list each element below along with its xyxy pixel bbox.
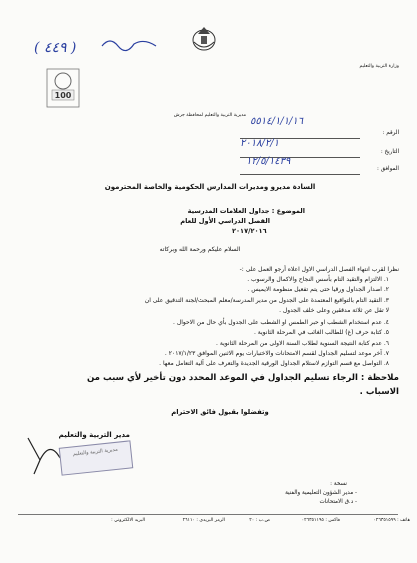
reference-corresponding-label: الموافق : [377, 166, 399, 172]
ministry-line: وزارة التربية والتعليم [359, 64, 399, 69]
reference-date-value: ٢٠١٨/٢/١ [240, 138, 279, 149]
footer-divider [18, 514, 398, 515]
list-item: ٣. التقيد التام بالتواقيع المعتمدة على الجدول من مدير المدرسة/معلم المبحث/لجنة التدقيق على ان [144, 297, 389, 304]
list-item: ٤. عدم استخدام الشطب او حبر الطمس او الشطب على الجدول بأي حال من الاحوال . [173, 319, 389, 326]
list-item: ٨. التواصل مع قسم التوازم لاستلام الجداول الورقية الجديدة والتعرف على آلية التعامل معها . [159, 360, 389, 367]
signature-title: مدير التربية والتعليم [58, 430, 130, 439]
note-line-2: الاسباب . [359, 387, 399, 397]
list-item: ٥. كتابة حرف (غ) للطالب الغائب في المرحلة الثانوية . [253, 329, 389, 336]
list-item: ١. الالتزام والتقيد التام بأسس النجاح والاكمال والرسوب . [247, 276, 389, 283]
handwritten-number: ( ٤٤٩ ) [34, 40, 77, 56]
centennial-number: 100 [54, 91, 72, 100]
centennial-logo [46, 68, 80, 108]
footer-postal: الرمز البريدي : ٢٦١١٠ [182, 518, 225, 523]
intro-line: نظرا لقرب انتهاء الفصل الدراسي الاول اعلاه أرجو العمل على :- [239, 266, 399, 273]
subject-label: الموضوع : جداول العلامات المدرسية [187, 207, 305, 215]
subject-line-3: ٢٠١٧/٢٠١٦ [232, 227, 267, 235]
handwritten-scribble [100, 34, 160, 54]
note-line-1: ملاحظة : الرجاء تسليم الجداول في الموعد المحدد دون تأخير لأي سبب من [86, 373, 399, 383]
official-stamp [59, 440, 134, 475]
list-item: ٢. اصدار الجداول ورقيا حتى يتم تفعيل منظومة الايميس . [247, 286, 389, 293]
coat-of-arms-emblem [190, 24, 218, 52]
copies-line-2: - د.ق الامتحانات [319, 499, 357, 505]
list-item: لا تقل عن ثلاثة مدققين وعلى خلف الجدول . [279, 307, 389, 314]
subject-line-2: الفصل الدراسي الأول للعام [180, 217, 270, 225]
reference-corresponding-line [240, 174, 360, 175]
list-item: ٦. عدم كتابة النتيجة السنوية لطلاب السنة الاولى من المرحلة الثانوية . [216, 340, 389, 347]
reference-number-label: الرقم : [382, 130, 399, 136]
list-item: ٧. آخر موعد لتسليم الجداول لقسم الامتحانات والاختبارات يوم الاثنين الموافق ٢٠١٧/١/٢٣ . [164, 350, 389, 357]
copies-label: نسخة : [330, 481, 347, 487]
reference-number-value: ٥٥١٤/١/١/١٦ [250, 116, 304, 127]
footer-pobox: ص.ب : ٢٠ [249, 518, 270, 523]
closing-line: وتفضلوا بقبول فائق الاحترام [171, 408, 269, 416]
copies-line-1: - مدير الشؤون التعليمية والفنية [285, 490, 357, 496]
footer-phone: هاتف : ٠٢٦٣٥١٥٩٩ [373, 518, 410, 523]
reference-corresponding-value: ١٢/٥/١٤٣٩ [246, 156, 291, 167]
footer-fax: فاكس : ٠٢٦٣٥١١٩٥ [301, 518, 340, 523]
reference-date-label: التاريخ : [380, 149, 399, 155]
stamp-text: مديرية التربية والتعليم [72, 446, 119, 458]
footer-email: البريد الالكتروني : [111, 518, 145, 523]
directorate-line: مديرية التربية والتعليم لمحافظة جرش [173, 113, 247, 118]
addressee: السادة مديرو ومديرات المدارس الحكومية والخاصة المحترمون [104, 183, 316, 191]
greeting: السلام عليكم ورحمة الله وبركاته [159, 246, 241, 253]
